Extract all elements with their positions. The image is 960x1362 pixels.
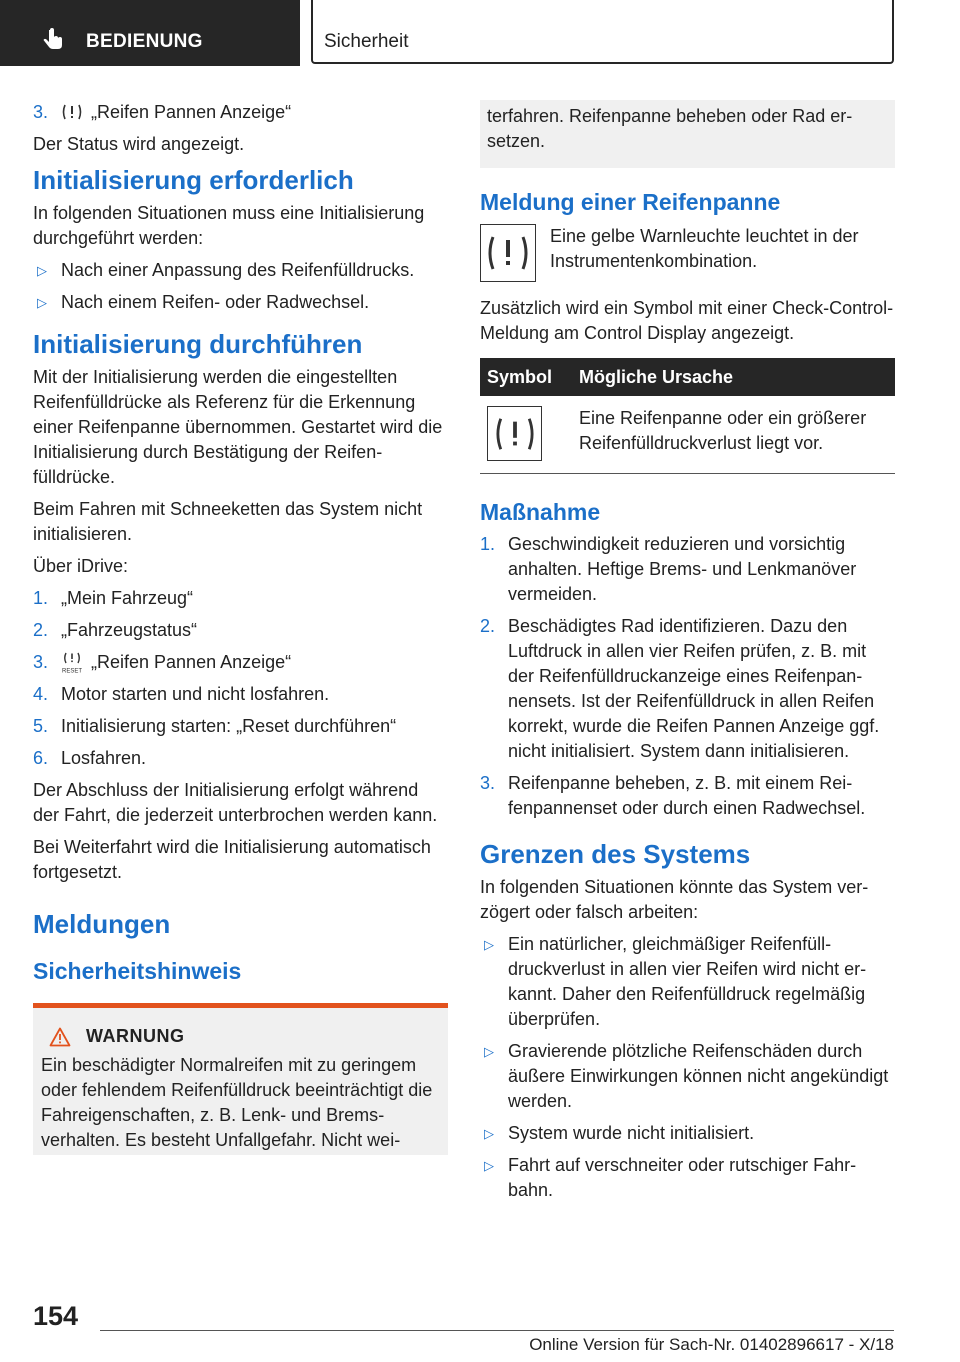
continuation-text: Bei Weiterfahrt wird die Initialisierung automatisch fortgesetzt. (33, 837, 431, 882)
list-item: ▷ Nach einer Anpassung des Reifenfülldrucks. (33, 258, 448, 283)
svg-text:RESET: RESET (61, 668, 83, 674)
warning-title: WARNUNG (86, 1026, 185, 1046)
footer-text: Online Version für Sach-Nr. 01402896617 - X/18 (529, 1335, 894, 1354)
heading-measure: Maßnahme (480, 499, 601, 525)
warning-light-text: Eine gelbe Warnleuchte leuchtet in der Instrumentenkombination. (550, 226, 859, 271)
step-item: 6. Losfahren. (33, 748, 147, 768)
step-item: 3. RESET „Reifen Pannen Anzeige“ (33, 652, 292, 674)
step-item: 3. Reifenpanne beheben, z. B. mit einem Reifenpannenset oder durch einen Radwechsel. (480, 773, 866, 818)
heading-messages: Meldungen (33, 909, 171, 939)
step-item: 4. Motor starten und nicht losfahren. (33, 684, 330, 704)
table-header-cause: Mögliche Ursache (572, 358, 895, 396)
idrive-text: Über iDrive: (33, 556, 129, 576)
tire-warning-symbol (480, 224, 536, 282)
item-text: „Reifen Pannen Anzeige“ (91, 102, 292, 122)
bullet-triangle-icon: ▷ (484, 1158, 494, 1173)
warning-triangle-icon (49, 1027, 71, 1047)
symbol-table (480, 358, 895, 474)
bullet-triangle-icon: ▷ (484, 1044, 494, 1059)
status-text: Der Status wird angezeigt. (33, 134, 245, 154)
heading-init-perform: Initialisierung durchführen (33, 329, 363, 359)
left-column (33, 100, 448, 1155)
list-item: ▷ Fahrt auf verschneiter oder rutschiger Fahrbahn. (484, 1155, 857, 1200)
bullet-triangle-icon: ▷ (484, 1126, 494, 1141)
tire-reset-icon (61, 652, 83, 674)
step-item: 2. „Fahrzeugstatus“ (33, 620, 198, 640)
completion-text: Der Abschluss der Initialisierung erfolgt während der Fahrt, die jederzeit unterbrochen werden kann. (33, 780, 438, 825)
heading-system-limits: Grenzen des Systems (480, 839, 751, 869)
tire-warning-icon (492, 415, 538, 453)
list-item: ▷ Ein natürlicher, gleichmäßiger Reifenfülldruckverlust in allen vier Reifen wird nicht erkannt. Daher den Reifenfülldruck regelmäßig überprüfen. (484, 934, 867, 1029)
snow-chain-text: Beim Fahren mit Schneeketten das System nicht initialisieren. (33, 499, 423, 544)
init-required-text: In folgenden Situationen muss eine Initialisierung durchgeführt werden: (33, 203, 425, 248)
item-number: 3. (33, 102, 49, 122)
tire-warning-icon (61, 103, 83, 121)
heading-tire-failure-message: Meldung einer Reifenpanne (480, 189, 781, 215)
list-item: ▷ Gravierende plötzliche Reifenschäden durch äußere Einwirkungen können nicht angekündigt werden. (484, 1041, 889, 1111)
warning-box (33, 1003, 448, 1155)
table-header-symbol: Symbol (480, 358, 572, 396)
init-perform-text: Mit der Initialisierung werden die eingestellten Reifenfülldrücke als Referenz für die Erkennung einer Reifenpanne übernommen. Gestartet wird die Initialisierung durch Bestätigung der Reifenfülldrücke. (33, 367, 443, 487)
footer-divider (100, 1330, 894, 1331)
warning-text: Ein beschädigter Normalreifen mit zu geringem oder fehlendem Reifenfülldruck beeinträchtigt die Fahreigenschaften, z. B. Lenk- und Bremsverhalten. Es besteht Unfallgefahr. Nicht wei- (41, 1055, 433, 1150)
heading-init-required: Initialisierung erforderlich (33, 165, 354, 195)
step-item: 1. Geschwindigkeit reduzieren und vorsichtig anhalten. Heftige Brems- und Lenkmanöver vermeiden. (480, 534, 857, 604)
check-control-text: Zusätzlich wird ein Symbol mit einer Check-Control-Meldung am Control Display angezeigt. (480, 298, 894, 343)
list-item: ▷ System wurde nicht initialisiert. (480, 1121, 895, 1146)
warning-continuation: terfahren. Reifenpanne beheben oder Rad ersetzen. (480, 100, 895, 168)
right-column (480, 100, 895, 1210)
table-cell-cause: Eine Reifenpanne oder ein größerer Reifenfülldruckverlust liegt vor. (572, 396, 895, 474)
step-item: 5. Initialisierung starten: „Reset durchführen“ (33, 716, 397, 736)
bullet-triangle-icon: ▷ (37, 263, 47, 278)
page-title: Sicherheit (324, 31, 409, 52)
status-item (33, 100, 448, 125)
bullet-triangle-icon: ▷ (484, 937, 494, 952)
section-label: BEDIENUNG (86, 31, 203, 52)
list-item: ▷ Nach einem Reifen- oder Radwechsel. (33, 290, 448, 315)
step-item: 1. „Mein Fahrzeug“ (33, 588, 194, 608)
bullet-triangle-icon: ▷ (37, 295, 47, 310)
tire-warning-icon (484, 233, 532, 273)
step-item: 2. Beschädigtes Rad identifizieren. Dazu den Luftdruck in allen vier Reifen prüfen, z. B. mit der Reifenfülldruckanzeige eines Reifenpannensets. Ist der Reifenfülldruck in allen Reifen korrekt, wurde die Reifen Pannen Anzeige ggf. nicht initialisiert. System dann initialisieren. (480, 616, 880, 761)
message-row (480, 224, 895, 282)
heading-safety-note: Sicherheitshinweis (33, 958, 242, 984)
table-cell-symbol (480, 396, 572, 474)
system-limits-text: In folgenden Situationen könnte das System verzögert oder falsch arbeiten: (480, 877, 869, 922)
hand-pointer-icon (40, 27, 66, 53)
table-header-row (480, 358, 895, 396)
table-row (480, 396, 895, 474)
page-number: 154 (33, 1301, 79, 1331)
